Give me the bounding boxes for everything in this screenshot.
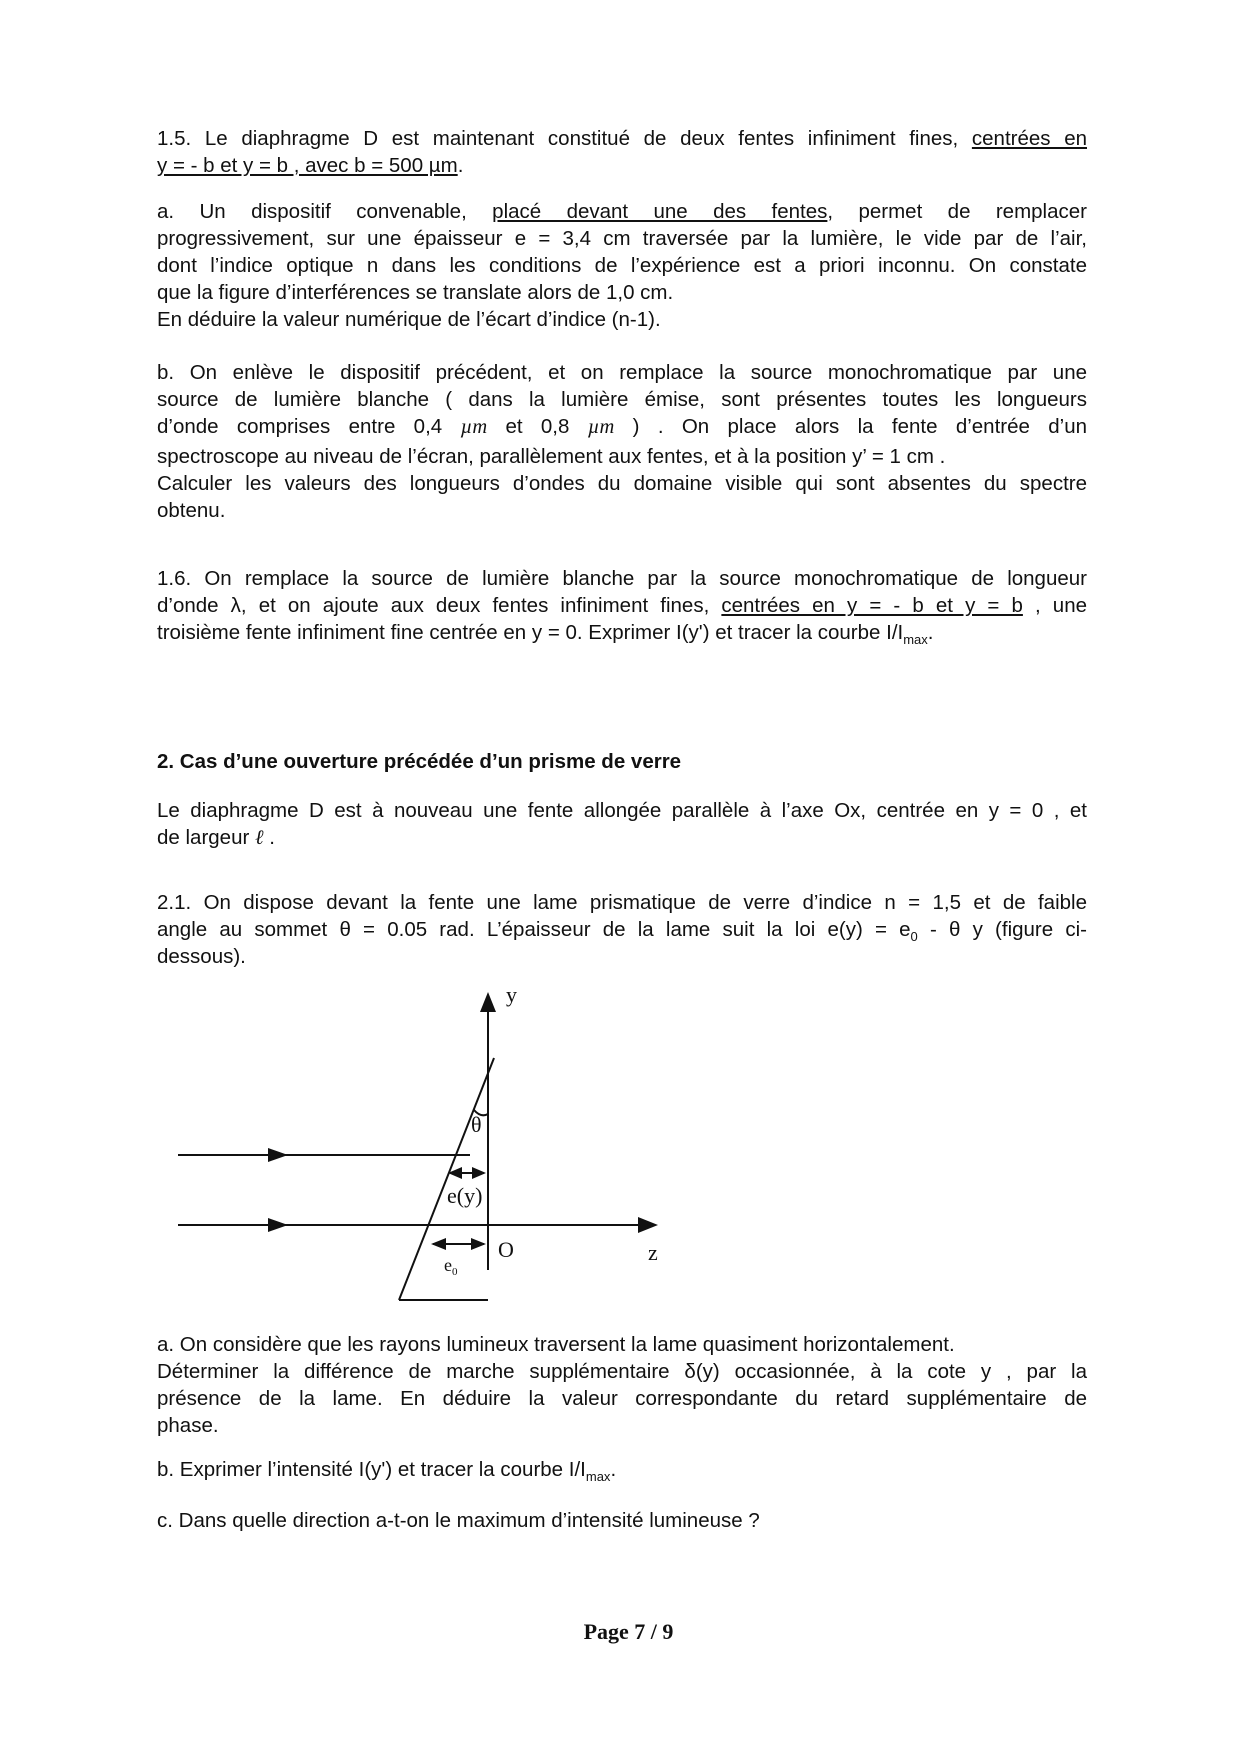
question-2-1-a-line-3: présence de la lame. En déduire la valeur correspondante du retard supplémentaire de	[157, 1387, 1087, 1410]
section-1-6-line-3: troisième fente infiniment fine centrée en y = 0. Exprimer I(y') et tracer la courbe $I/I_{max}$.	[157, 621, 934, 648]
micrometer-unit: µm	[460, 416, 488, 438]
origin-label: O	[498, 1237, 514, 1262]
y-axis-label: y	[506, 982, 517, 1007]
y-axis-arrowhead	[480, 992, 496, 1012]
e0-arrowhead-left	[431, 1238, 446, 1250]
theta-label: θ	[471, 1112, 482, 1137]
question-1-5-b-line-3: d’onde comprises entre 0,4 µm et 0,8 µm ) . On place alors la fente d’entrée d’un	[157, 415, 1087, 438]
question-2-1-a	[157, 1331, 1087, 1439]
section-2-1-line-3: dessous).	[157, 945, 246, 968]
question-1-5-b-line-4: spectroscope au niveau de l’écran, parallèlement aux fentes, et à la position y’ = 1 cm .	[157, 445, 946, 468]
prism-diagram	[0, 970, 1257, 1320]
question-1-5-a-line-2: progressivement, sur une épaisseur e = 3,4 cm traversée par la lumière, le vide par de l’air,	[157, 227, 1087, 250]
ray-arrow-lower	[268, 1218, 288, 1232]
e0-label: $e_0$	[444, 1255, 458, 1278]
section-2-1-line-2: angle au sommet θ = 0.05 rad. L’épaisseur de la lame suit la loi $e(y) = e_0 - \theta$ y (figure ci-	[157, 918, 1087, 945]
question-1-5-a	[157, 198, 1087, 333]
question-2-1-b: b. Exprimer l’intensité I(y') et tracer la courbe $I/I_{max}$.	[157, 1458, 617, 1485]
question-1-5-b-line-6: obtenu.	[157, 499, 226, 522]
ey-arrowhead-right	[472, 1167, 486, 1179]
question-1-5-a-line-4: que la figure d’interférences se translate alors de 1,0 cm.	[157, 281, 674, 304]
section-1-5-line-2: y = - b et y = b , avec b = 500 µm.	[157, 154, 464, 177]
section-1-6	[157, 565, 1087, 646]
question-1-5-a-line-5: En déduire la valeur numérique de l’écart d’indice (n-1).	[157, 308, 661, 331]
e0-arrowhead-right	[471, 1238, 486, 1250]
section-1-6-line-1: 1.6. On remplace la source de lumière blanche par la source monochromatique de longueur	[157, 567, 1087, 590]
section-2-intro	[157, 797, 1087, 852]
question-1-5-a-line-1: a. Un dispositif convenable, placé devant une des fentes, permet de remplacer	[157, 200, 1087, 223]
question-2-1-c: c. Dans quelle direction a-t-on le maximum d’intensité lumineuse ?	[157, 1509, 760, 1532]
ey-label: e(y)	[447, 1183, 483, 1208]
question-2-1-a-line-2: Déterminer la différence de marche supplémentaire δ(y) occasionnée, à la cote y , par la	[157, 1360, 1087, 1383]
question-1-5-b-line-5: Calculer les valeurs des longueurs d’ondes du domaine visible qui sont absentes du spectre	[157, 472, 1087, 495]
section-2-1-line-1: 2.1. On dispose devant la fente une lame prismatique de verre d’indice n = 1,5 et de faible	[157, 891, 1087, 914]
section-2-intro-line-1: Le diaphragme D est à nouveau une fente allongée parallèle à l’axe Ox, centrée en y = 0 , et	[157, 799, 1087, 822]
question-1-5-b-line-2: source de lumière blanche ( dans la lumière émise, sont présentes toutes les longueurs	[157, 388, 1087, 411]
slit-width-symbol: ℓ	[255, 827, 264, 849]
micrometer-unit: µm	[587, 416, 615, 438]
ray-arrow-upper	[268, 1148, 288, 1162]
section-1-6-line-2: d’onde λ, et on ajoute aux deux fentes infiniment fines, centrées en y = - b et y = b , une	[157, 594, 1087, 617]
section-2-intro-line-2: de largeur ℓ .	[157, 826, 275, 849]
section-1-5-line-1: 1.5. Le diaphragme D est maintenant constitué de deux fentes infiniment fines, centrées en	[157, 127, 1087, 150]
question-1-5-a-line-3: dont l’indice optique n dans les conditions de l’expérience est a priori inconnu. On constate	[157, 254, 1087, 277]
question-2-1-a-line-1: a. On considère que les rayons lumineux traversent la lame quasiment horizontalement.	[157, 1333, 955, 1356]
question-1-5-b-line-1: b. On enlève le dispositif précédent, et on remplace la source monochromatique par une	[157, 361, 1087, 384]
section-2-1	[157, 889, 1087, 970]
z-axis-label: z	[648, 1240, 658, 1265]
question-1-5-b	[157, 359, 1087, 524]
section-2-heading: 2. Cas d’une ouverture précédée d’un prisme de verre	[157, 750, 682, 773]
section-1-5	[157, 125, 1087, 179]
z-axis-arrowhead	[638, 1217, 658, 1233]
question-2-1-a-line-4: phase.	[157, 1414, 219, 1437]
page-number: Page 7 / 9	[583, 1619, 674, 1644]
